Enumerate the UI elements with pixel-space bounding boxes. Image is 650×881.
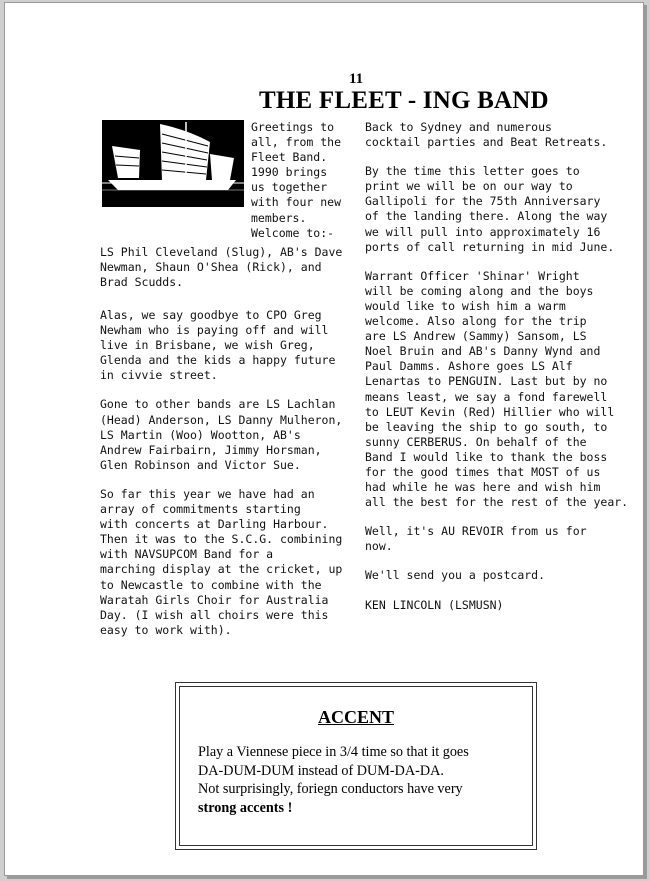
page-number: 11	[349, 71, 364, 87]
paragraph	[100, 308, 342, 383]
text-line: be leaving the ship to go south, to	[365, 419, 608, 434]
text-line: to LEUT Kevin (Red) Hillier who will	[365, 404, 615, 419]
text-line: would like to wish him a warm	[365, 298, 566, 313]
text-line: now.	[365, 539, 393, 554]
intro-text	[251, 120, 341, 241]
accent-line: Not surprisingly, foriegn conductors have very	[198, 781, 463, 798]
text-line: By the time this letter goes to	[365, 164, 580, 179]
paragraph	[365, 120, 628, 150]
text-line: ports of call returning in mid June.	[365, 239, 615, 254]
intro-continuation	[100, 245, 342, 290]
text-line: will be coming along and the boys	[365, 283, 594, 298]
text-line: Newman, Shaun O'Shea (Rick), and	[100, 260, 322, 275]
text-line: LS Martin (Woo) Wootton, AB's	[100, 427, 301, 442]
text-line: we will pull into approximately 16	[365, 224, 601, 239]
text-line: Andrew Fairbairn, Jimmy Horsman,	[100, 442, 322, 457]
text-line: Gallipoli for the 75th Anniversary	[365, 194, 601, 209]
text-line: all, from the	[251, 135, 342, 150]
text-line: had while he was here and wish him	[365, 480, 601, 495]
text-line: for the good times that MOST of us	[365, 464, 601, 479]
text-line: Noel Bruin and AB's Danny Wynd and	[365, 344, 601, 359]
text-line: Welcome to:-	[251, 225, 335, 240]
text-line: members.	[251, 210, 307, 225]
text-line: LS Phil Cleveland (Slug), AB's Dave	[100, 245, 343, 259]
text-line: with four new	[251, 195, 342, 210]
text-line: with NAVSUPCOM Band for a	[100, 547, 274, 562]
accent-line: DA-DUM-DUM instead of DUM-DA-DA.	[198, 762, 444, 779]
text-line: Alas, we say goodbye to CPO Greg	[100, 308, 322, 322]
text-line: with concerts at Darling Harbour.	[100, 517, 329, 532]
text-line: are LS Andrew (Sammy) Sansom, LS	[365, 329, 587, 344]
text-line: Greetings to	[251, 120, 335, 134]
paragraph	[365, 164, 628, 255]
text-line: Glenda and the kids a happy future	[100, 353, 336, 368]
text-line: means least, we say a fond farewell	[365, 389, 608, 404]
paragraph	[100, 487, 342, 638]
text-line: We'll send you a postcard.	[365, 568, 546, 583]
accent-box	[175, 682, 537, 850]
right-column	[365, 120, 628, 627]
text-line: us together	[251, 180, 328, 195]
text-line: to Newcastle to combine with the	[100, 577, 322, 592]
text-line: So far this year we have had an	[100, 486, 315, 501]
paragraph	[100, 397, 342, 472]
text-line: KEN LINCOLN (LSMUSN)	[365, 597, 504, 612]
text-line: sunny CERBERUS. On behalf of the	[365, 434, 587, 449]
left-column	[100, 308, 342, 652]
text-line: array of commitments starting	[100, 502, 301, 517]
text-line: easy to work with).	[100, 622, 232, 637]
text-line: Gone to other bands are LS Lachlan	[100, 397, 336, 412]
accent-line: strong accents !	[198, 800, 293, 817]
text-line: cocktail parties and Beat Retreats.	[365, 135, 608, 150]
text-line: print we will be on our way to	[365, 179, 573, 194]
newsletter-page	[4, 2, 644, 876]
text-line: Warrant Officer 'Shinar' Wright	[365, 268, 580, 283]
text-line: Day. (I wish all choirs were this	[100, 607, 329, 622]
accent-body	[198, 743, 469, 818]
text-line: Glen Robinson and Victor Sue.	[100, 457, 301, 472]
text-line: Fleet Band.	[251, 150, 328, 165]
text-line: Newham who is paying off and will	[100, 323, 329, 338]
text-line: of the landing there. Along the way	[365, 209, 608, 224]
article-headline: THE FLEET - ING BAND	[259, 87, 549, 114]
chinese-junk-sailing-ship-icon	[102, 120, 244, 207]
text-line: Back to Sydney and numerous	[365, 120, 552, 134]
paragraph	[365, 568, 628, 583]
text-line: Paul Damms. Ashore goes LS Alf	[365, 359, 573, 374]
text-line: Band I would like to thank the boss	[365, 449, 608, 464]
text-line: marching display at the cricket, up	[100, 562, 343, 577]
text-line: Then it was to the S.C.G. combining	[100, 532, 343, 547]
accent-title: ACCENT	[317, 707, 394, 727]
paragraph	[365, 269, 628, 511]
text-line: welcome. Also along for the trip	[365, 314, 587, 329]
paragraph	[365, 524, 628, 554]
text-line: all the best for the rest of the year.	[365, 495, 629, 510]
accent-box-inner	[179, 686, 533, 846]
text-line: 1990 brings	[251, 165, 328, 180]
text-line: Waratah Girls Choir for Australia	[100, 592, 329, 607]
text-line: in civvie street.	[100, 368, 218, 383]
accent-line: Play a Viennese piece in 3/4 time so that it goes	[198, 744, 469, 760]
text-line: Brad Scudds.	[100, 275, 184, 290]
signature-line	[365, 598, 628, 613]
text-line: live in Brisbane, we wish Greg,	[100, 338, 315, 353]
text-line: Lenartas to PENGUIN. Last but by no	[365, 374, 608, 389]
text-line: Well, it's AU REVOIR from us for	[365, 524, 587, 539]
text-line: (Head) Anderson, LS Danny Mulheron,	[100, 412, 343, 427]
